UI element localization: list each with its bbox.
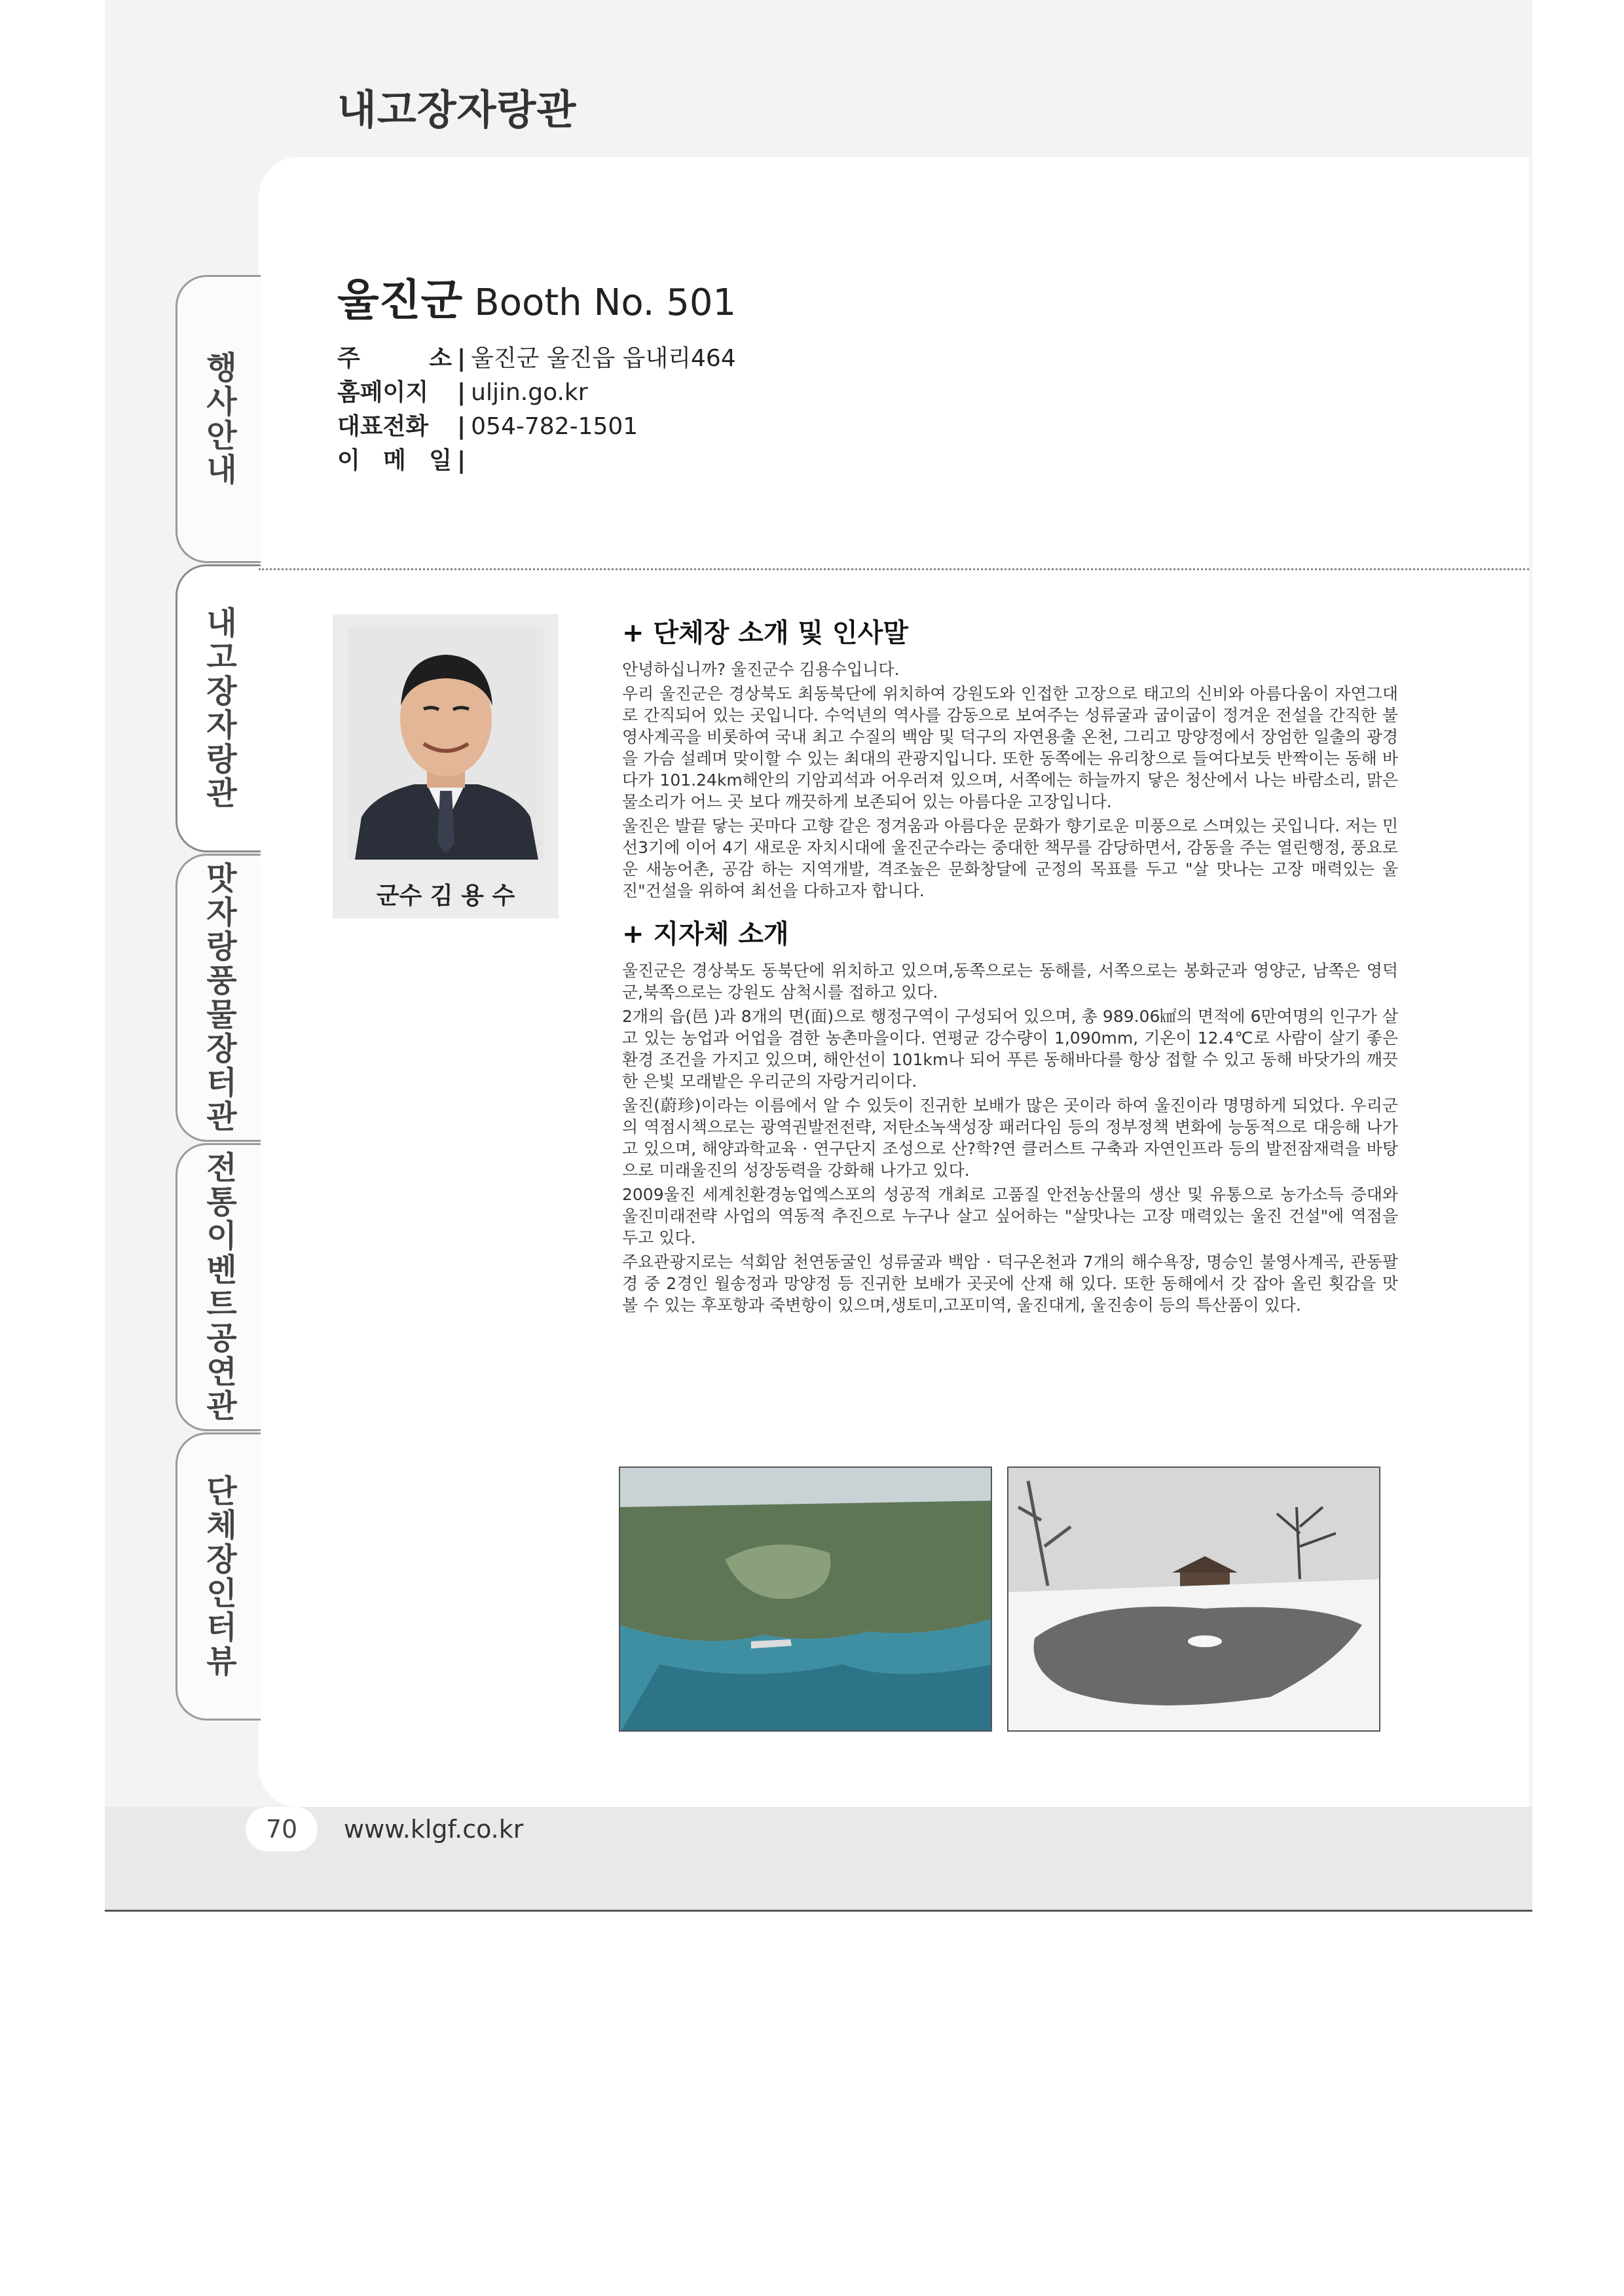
intro-paragraph: 우리 울진군은 경상북도 최동북단에 위치하여 강원도와 인접한 고장으로 태고의 신비와 아름다움이 자연그대로 간직되어 있는 곳입니다. 수억년의 역사를 감동으로 보여주는 성류굴과 굽이굽이 정겨운 전설을 간직한 불영사계곡을 비롯하여 국내 최고 수질의 백암 및 덕구의 자연용출 온천, 그리고 망양정에서 장엄한 일출의 광경을 가슴 설레며 맞이할 수 있는 최대의 관광지입니다. 또한 동쪽에는 유리창으로 들여다보듯 반짝이는 동해 바다가 101.24km해안의 기암괴석과 어우러져 있으며, 서쪽에는 하늘까지 닿은 청산에서 나는 바람소리, 맑은 물소리가 어느 곳 보다 깨끗하게 보존되어 있는 아름다운 고장입니다. [622, 684, 1398, 811]
homepage-label: 홈페이지 [337, 379, 429, 406]
phone-value: 054-782-1501 [471, 413, 638, 440]
tab-label: 전통이벤트공연관 [200, 1151, 237, 1423]
region-paragraph: 주요관광지로는 석회암 천연동굴인 성류굴과 백암 · 덕구온천과 7개의 해수욕장, 명승인 불영사계곡, 관동팔경 중 2경인 월송정과 망양정 등 진귀한 보배가 곳곳에 산재 해 있다. 또한 동해에서 갓 잡아 올린 횟감을 맛 볼 수 있는 후포항과 죽변항이 있으며,생토미,고포미역, 울진대게, 울진송이 등의 특산품이 있다. [622, 1252, 1398, 1315]
info-row-phone: 대표전화 | 054-782-1501 [337, 410, 736, 444]
info-row-email: 이 메 일 | [337, 444, 736, 478]
contact-info [337, 342, 736, 478]
tab-label: 단체장인터뷰 [200, 1474, 237, 1679]
region-paragraph: 2009울진 세계친환경농업엑스포의 성공적 개최로 고품질 안전농산물의 생산 및 유통으로 농가소득 증대와 울진미래전략 사업의 역동적 추진으로 누구나 살고 싶어하는 "살맛나는 고장 매력있는 울진 건설"에 역점을 두고 있다. [622, 1185, 1398, 1247]
booth-name: 울진군 [337, 275, 463, 325]
booth-number: Booth No. 501 [474, 282, 737, 324]
intro-paragraph: 안녕하십니까? 울진군수 김용수입니다. [622, 660, 900, 679]
bottom-rule [105, 1910, 1532, 1912]
tab-label: 맛자랑풍물장터관 [200, 862, 237, 1134]
tab-label: 내고장자랑관 [200, 606, 237, 811]
aerial-coast-photo [619, 1467, 992, 1732]
booth-title [337, 265, 736, 327]
region-paragraph: 2개의 읍(邑 )과 8개의 면(面)으로 행정구역이 구성되어 있으며, 총 989.06㎢의 면적에 6만여명의 인구가 살고 있는 농업과 어업을 겸한 농촌마을이다. 연평균 강수량이 1,090mm, 기온이 12.4℃로 사람이 살기 좋은 환경 조건을 가지고 있으며, 해안선이 101km나 되어 푸른 동해바다를 항상 접할 수 있고 동해 바닷가의 깨끗한 은빛 모래밭은 우리군의 자랑거리이다. [622, 1007, 1398, 1091]
address-value: 울진군 울진읍 읍내리464 [471, 345, 736, 372]
email-label: 이 메 일 [337, 447, 452, 474]
footer-url[interactable]: www.klgf.co.kr [344, 1815, 524, 1844]
address-label: 주 소 [337, 345, 452, 372]
section-header: 내고장자랑관 [337, 86, 577, 134]
tab-label: 행사안내 [200, 351, 237, 487]
tab-food-market[interactable] [175, 854, 261, 1142]
article-body [622, 612, 1398, 1319]
phone-label: 대표전화 [337, 413, 429, 440]
portrait-caption: 군수 김 용 수 [376, 883, 515, 909]
tab-event-info[interactable] [175, 275, 261, 563]
snowy-pavilion-photo [1007, 1467, 1380, 1732]
intro-paragraph: 울진은 발끝 닿는 곳마다 고향 같은 정겨움과 아름다운 문화가 향기로운 미풍으로 스며있는 곳입니다. 저는 민선3기에 이어 4기 새로운 자치시대에 울진군수라는 중대한 책무를 감당하면서, 감동을 주는 열린행정, 풍요로운 새농어촌, 공감 하는 지역개발, 격조높은 문화창달에 군정의 목표를 두고 "살 맛나는 고장 매력있는 울진"건설을 위하여 최선을 다하고자 합니다. [622, 816, 1398, 900]
tab-traditional-events[interactable] [175, 1143, 261, 1431]
region-heading: + 지자체 소개 [622, 919, 789, 949]
page-number: 70 [246, 1807, 318, 1851]
dotted-divider [259, 568, 1529, 570]
homepage-link[interactable]: uljin.go.kr [471, 379, 588, 406]
region-paragraph: 울진군은 경상북도 동북단에 위치하고 있으며,동쪽으로는 동해를, 서쪽으로는 봉화군과 영양군, 남쪽은 영덕군,북쪽으로는 강원도 삼척시를 접하고 있다. [622, 961, 1398, 1002]
info-row-address: 주 소 | 울진군 울진읍 읍내리464 [337, 342, 736, 376]
intro-heading: + 단체장 소개 및 인사말 [622, 618, 908, 648]
mayor-portrait [348, 627, 544, 860]
tab-hometown-pride[interactable] [175, 564, 261, 852]
tab-mayor-interview[interactable] [175, 1432, 261, 1721]
region-paragraph: 울진(蔚珍)이라는 이름에서 알 수 있듯이 진귀한 보배가 많은 곳이라 하여 울진이라 명명하게 되었다. 우리군의 역점시책으로는 광역권발전전략, 저탄소녹색성장 패러다임 등의 정부정책 변화에 능동적으로 대응해 나가고 있으며, 해양과학교육 · 연구단지 조성으로 산?학?연 클러스트 구축과 자연인프라 등의 발전잠재력을 바탕으로 미래울진의 성장동력을 강화해 나가고 있다. [622, 1096, 1398, 1180]
page-footer [246, 1807, 523, 1851]
info-row-homepage: 홈페이지 | uljin.go.kr [337, 376, 736, 410]
